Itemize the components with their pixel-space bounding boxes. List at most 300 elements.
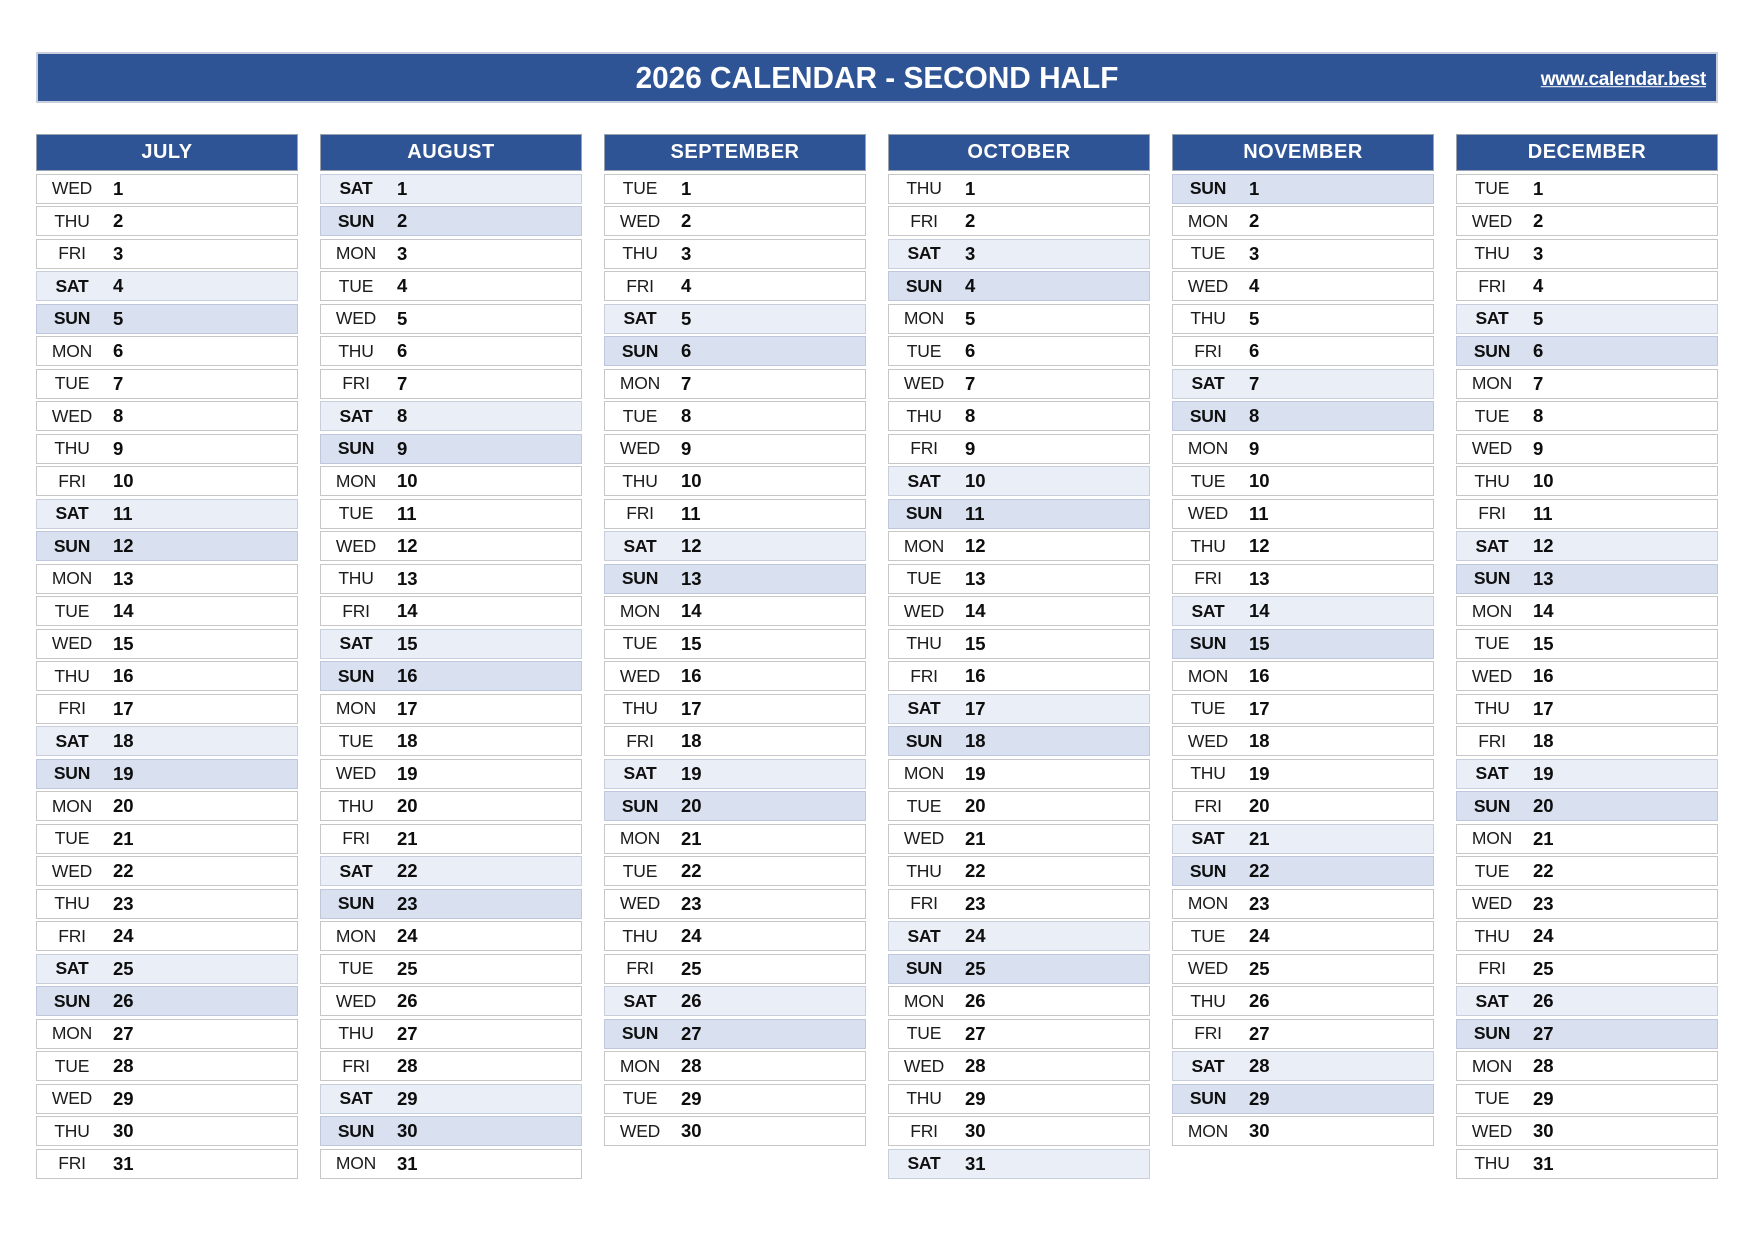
day-number: 5 — [681, 307, 692, 329]
day-row — [320, 986, 582, 1016]
day-weekday-label: TUE — [338, 958, 374, 978]
day-weekday-label: WED — [1471, 1120, 1513, 1141]
day-weekday-label: THU — [1474, 698, 1510, 718]
day-row — [320, 531, 582, 561]
day-row — [320, 369, 582, 399]
day-weekday-label: SUN — [337, 1120, 375, 1141]
day-weekday-label: THU — [1474, 243, 1510, 263]
day-row — [1172, 759, 1434, 789]
day-weekday-label: FRI — [342, 600, 370, 621]
day-row — [1456, 856, 1718, 886]
day-number: 17 — [965, 697, 986, 719]
day-weekday-label: SAT — [339, 633, 373, 653]
day-row — [320, 921, 582, 951]
day-number: 23 — [397, 892, 418, 914]
day-weekday-label: WED — [903, 1055, 945, 1076]
month-column — [888, 134, 1150, 1181]
day-row — [1172, 824, 1434, 854]
day-row — [36, 629, 298, 659]
months-grid — [36, 134, 1718, 1181]
day-weekday-label: TUE — [622, 178, 658, 198]
day-number: 29 — [113, 1087, 134, 1109]
day-weekday-label: SAT — [339, 405, 373, 426]
day-number: 1 — [397, 177, 408, 199]
month-days — [320, 174, 582, 1179]
day-weekday-label: SUN — [337, 665, 375, 686]
day-weekday-label: THU — [906, 1088, 942, 1108]
day-row — [888, 434, 1150, 464]
day-row — [604, 174, 866, 204]
day-number: 27 — [1533, 1022, 1554, 1044]
day-number: 11 — [1533, 502, 1553, 524]
day-weekday-label: SAT — [623, 763, 657, 783]
day-weekday-label: SAT — [907, 243, 941, 263]
month-column — [320, 134, 582, 1181]
day-weekday-label: FRI — [626, 503, 654, 523]
day-weekday-label: FRI — [1194, 568, 1222, 588]
day-row — [36, 1084, 298, 1114]
day-number: 21 — [681, 827, 702, 849]
day-number: 4 — [1249, 275, 1260, 296]
day-row — [888, 824, 1150, 854]
day-number: 16 — [1249, 665, 1270, 686]
day-weekday-label: SUN — [53, 763, 91, 783]
month-column — [36, 134, 298, 1181]
day-number: 25 — [681, 957, 702, 979]
day-weekday-label: FRI — [1478, 503, 1506, 523]
day-row — [36, 921, 298, 951]
day-number: 5 — [965, 307, 976, 329]
day-row — [36, 466, 298, 496]
day-weekday-label: TUE — [54, 828, 90, 848]
day-weekday-label: SUN — [621, 795, 659, 816]
day-weekday-label: FRI — [1478, 730, 1506, 751]
day-number: 15 — [681, 632, 702, 654]
day-number: 6 — [397, 340, 408, 361]
day-row — [36, 369, 298, 399]
day-row — [604, 694, 866, 724]
day-weekday-label: SAT — [907, 925, 941, 946]
day-weekday-label: SAT — [623, 308, 657, 328]
day-row — [888, 954, 1150, 984]
day-row — [604, 239, 866, 269]
day-row — [1456, 954, 1718, 984]
day-number: 21 — [965, 827, 986, 849]
day-row — [888, 239, 1150, 269]
day-weekday-label: MON — [1471, 1055, 1513, 1076]
day-weekday-label: FRI — [626, 275, 654, 296]
day-row — [604, 401, 866, 431]
day-weekday-label: THU — [1474, 925, 1510, 946]
day-row — [604, 856, 866, 886]
day-weekday-label: WED — [51, 1088, 93, 1108]
day-row — [1456, 629, 1718, 659]
day-weekday-label: SAT — [623, 535, 657, 556]
day-weekday-label: MON — [619, 828, 661, 848]
day-number: 26 — [965, 990, 986, 1011]
day-weekday-label: MON — [903, 308, 945, 328]
day-weekday-label: TUE — [338, 730, 374, 751]
day-number: 2 — [397, 210, 408, 231]
day-number: 28 — [113, 1055, 134, 1076]
day-weekday-label: SAT — [55, 275, 89, 296]
day-weekday-label: MON — [1471, 828, 1513, 848]
day-number: 25 — [1533, 957, 1554, 979]
day-weekday-label: SUN — [1189, 178, 1227, 198]
day-number: 31 — [965, 1152, 986, 1174]
day-row — [1456, 336, 1718, 366]
day-number: 17 — [681, 697, 702, 719]
day-number: 15 — [1249, 632, 1270, 654]
day-weekday-label: THU — [338, 1023, 374, 1043]
day-weekday-label: MON — [51, 340, 93, 361]
day-weekday-label: THU — [54, 665, 90, 686]
day-number: 27 — [681, 1022, 702, 1044]
day-number: 8 — [1533, 405, 1544, 426]
day-row — [36, 1019, 298, 1049]
day-weekday-label: WED — [335, 535, 377, 556]
day-row — [1456, 174, 1718, 204]
day-row — [604, 1051, 866, 1081]
day-number: 29 — [965, 1087, 986, 1109]
month-days — [1172, 174, 1434, 1147]
day-weekday-label: TUE — [338, 275, 374, 296]
day-weekday-label: SAT — [907, 470, 941, 491]
day-row — [604, 986, 866, 1016]
day-row — [320, 401, 582, 431]
day-row — [320, 239, 582, 269]
day-weekday-label: FRI — [342, 1055, 370, 1076]
day-number: 20 — [681, 795, 702, 816]
day-weekday-label: SAT — [1191, 828, 1225, 848]
day-number: 9 — [1533, 437, 1544, 459]
day-number: 14 — [965, 600, 986, 621]
day-number: 2 — [113, 210, 124, 231]
day-number: 18 — [397, 730, 418, 751]
day-row — [320, 726, 582, 756]
day-row — [604, 499, 866, 529]
day-number: 7 — [681, 372, 692, 394]
day-row — [1172, 1019, 1434, 1049]
month-column — [1172, 134, 1434, 1181]
day-weekday-label: SUN — [1189, 1088, 1227, 1108]
day-weekday-label: SUN — [1189, 860, 1227, 881]
day-row — [888, 889, 1150, 919]
day-row — [1456, 824, 1718, 854]
day-weekday-label: THU — [622, 243, 658, 263]
day-weekday-label: FRI — [58, 698, 86, 718]
day-row — [1456, 1019, 1718, 1049]
day-weekday-label: FRI — [626, 730, 654, 751]
day-number: 5 — [1249, 307, 1260, 329]
month-header: OCTOBER — [888, 134, 1150, 171]
day-row — [888, 336, 1150, 366]
month-days — [1456, 174, 1718, 1179]
day-number: 8 — [681, 405, 692, 426]
day-number: 15 — [113, 632, 134, 654]
day-weekday-label: TUE — [622, 633, 658, 653]
day-row — [888, 856, 1150, 886]
day-number: 17 — [1533, 697, 1554, 719]
day-row — [604, 824, 866, 854]
day-weekday-label: TUE — [1474, 1088, 1510, 1108]
day-weekday-label: MON — [903, 535, 945, 556]
day-number: 4 — [681, 275, 692, 296]
day-row — [1172, 434, 1434, 464]
day-weekday-label: SAT — [1475, 990, 1509, 1011]
day-number: 22 — [113, 860, 134, 881]
day-weekday-label: TUE — [1474, 860, 1510, 881]
day-number: 14 — [113, 600, 134, 621]
day-weekday-label: WED — [1471, 438, 1513, 458]
day-row — [36, 1149, 298, 1179]
day-weekday-label: SUN — [1473, 795, 1511, 816]
day-weekday-label: THU — [54, 893, 90, 913]
day-weekday-label: TUE — [622, 860, 658, 881]
day-row — [320, 791, 582, 821]
day-number: 30 — [397, 1120, 418, 1141]
day-number: 11 — [113, 502, 133, 524]
site-link[interactable]: www.calendar.best — [1540, 68, 1706, 90]
day-weekday-label: TUE — [1474, 178, 1510, 198]
day-row — [604, 1116, 866, 1146]
day-row — [320, 304, 582, 334]
day-row — [320, 434, 582, 464]
day-row — [36, 1116, 298, 1146]
day-row — [320, 271, 582, 301]
day-weekday-label: THU — [622, 698, 658, 718]
day-row — [604, 759, 866, 789]
day-row — [888, 921, 1150, 951]
day-weekday-label: SUN — [53, 308, 91, 328]
day-number: 7 — [965, 372, 976, 394]
day-weekday-label: MON — [335, 1153, 377, 1173]
day-weekday-label: SUN — [1189, 405, 1227, 426]
day-row — [320, 499, 582, 529]
day-number: 15 — [397, 632, 418, 654]
day-row — [36, 174, 298, 204]
day-number: 19 — [965, 762, 986, 784]
day-number: 30 — [1533, 1120, 1554, 1141]
day-number: 29 — [681, 1087, 702, 1109]
day-row — [1172, 629, 1434, 659]
day-row — [1456, 726, 1718, 756]
day-weekday-label: WED — [619, 665, 661, 686]
day-row — [1172, 564, 1434, 594]
day-number: 5 — [397, 307, 408, 329]
day-weekday-label: SAT — [907, 1153, 941, 1173]
day-weekday-label: WED — [903, 600, 945, 621]
day-row — [1456, 369, 1718, 399]
day-number: 9 — [1249, 437, 1260, 459]
day-row — [604, 889, 866, 919]
day-row — [1172, 661, 1434, 691]
day-weekday-label: THU — [1190, 308, 1226, 328]
day-row — [1456, 1084, 1718, 1114]
day-number: 6 — [1533, 340, 1544, 361]
day-row — [1172, 889, 1434, 919]
day-number: 11 — [1249, 502, 1269, 524]
day-number: 3 — [965, 242, 976, 264]
day-row — [604, 304, 866, 334]
day-row — [888, 986, 1150, 1016]
day-row — [36, 499, 298, 529]
month-header: JULY — [36, 134, 298, 171]
day-weekday-label: FRI — [58, 470, 86, 491]
day-number: 9 — [113, 437, 124, 459]
day-weekday-label: SAT — [1191, 600, 1225, 621]
title-bar — [36, 52, 1718, 103]
day-weekday-label: SUN — [1473, 568, 1511, 588]
day-number: 20 — [113, 795, 134, 816]
day-number: 19 — [1249, 762, 1270, 784]
month-header: AUGUST — [320, 134, 582, 171]
day-weekday-label: MON — [335, 698, 377, 718]
day-number: 24 — [681, 925, 702, 946]
day-weekday-label: WED — [335, 763, 377, 783]
day-number: 24 — [965, 925, 986, 946]
day-weekday-label: THU — [622, 470, 658, 491]
day-number: 2 — [965, 210, 976, 231]
day-weekday-label: SUN — [337, 893, 375, 913]
day-weekday-label: WED — [619, 893, 661, 913]
day-weekday-label: MON — [51, 568, 93, 588]
day-number: 9 — [397, 437, 408, 459]
day-weekday-label: WED — [51, 633, 93, 653]
day-number: 10 — [397, 470, 418, 491]
day-weekday-label: TUE — [622, 405, 658, 426]
day-number: 14 — [1249, 600, 1270, 621]
day-number: 13 — [1533, 567, 1554, 589]
day-row — [604, 726, 866, 756]
day-row — [1172, 304, 1434, 334]
day-weekday-label: MON — [335, 925, 377, 946]
day-weekday-label: MON — [51, 795, 93, 816]
day-number: 11 — [681, 502, 701, 524]
day-number: 4 — [113, 275, 124, 296]
day-number: 23 — [1249, 892, 1270, 914]
day-row — [888, 1084, 1150, 1114]
day-row — [1172, 954, 1434, 984]
day-row — [1456, 661, 1718, 691]
day-row — [1172, 271, 1434, 301]
day-row — [604, 1019, 866, 1049]
day-row — [36, 401, 298, 431]
day-weekday-label: TUE — [1190, 243, 1226, 263]
day-row — [604, 791, 866, 821]
day-row — [36, 986, 298, 1016]
day-row — [1172, 499, 1434, 529]
day-number: 10 — [681, 470, 702, 491]
day-row — [888, 661, 1150, 691]
day-row — [1172, 694, 1434, 724]
day-row — [1456, 1149, 1718, 1179]
day-row — [36, 889, 298, 919]
day-row — [1172, 791, 1434, 821]
day-row — [888, 304, 1150, 334]
day-row — [1456, 239, 1718, 269]
day-weekday-label: WED — [51, 405, 93, 426]
day-row — [1172, 336, 1434, 366]
day-weekday-label: SAT — [339, 1088, 373, 1108]
day-number: 16 — [965, 665, 986, 686]
day-row — [1456, 531, 1718, 561]
day-weekday-label: TUE — [906, 795, 942, 816]
day-number: 21 — [1249, 827, 1270, 849]
day-row — [1456, 694, 1718, 724]
day-weekday-label: FRI — [910, 210, 938, 231]
day-weekday-label: THU — [1190, 535, 1226, 556]
day-number: 26 — [1249, 990, 1270, 1011]
day-weekday-label: MON — [1471, 600, 1513, 621]
day-number: 21 — [113, 827, 134, 849]
day-weekday-label: SAT — [1191, 373, 1225, 393]
day-weekday-label: MON — [1187, 438, 1229, 458]
day-number: 15 — [1533, 632, 1554, 654]
day-row — [1172, 986, 1434, 1016]
day-weekday-label: WED — [903, 373, 945, 393]
day-weekday-label: THU — [338, 568, 374, 588]
day-weekday-label: WED — [619, 210, 661, 231]
day-weekday-label: MON — [51, 1023, 93, 1043]
day-row — [320, 889, 582, 919]
day-weekday-label: WED — [1471, 893, 1513, 913]
day-row — [1456, 466, 1718, 496]
day-weekday-label: TUE — [1474, 633, 1510, 653]
day-row — [888, 369, 1150, 399]
day-row — [604, 466, 866, 496]
day-number: 26 — [397, 990, 418, 1011]
day-row — [36, 791, 298, 821]
day-row — [36, 239, 298, 269]
day-row — [320, 1149, 582, 1179]
day-weekday-label: WED — [1187, 503, 1229, 523]
day-number: 8 — [113, 405, 124, 426]
day-row — [36, 759, 298, 789]
day-weekday-label: SAT — [55, 503, 89, 523]
day-number: 16 — [1533, 665, 1554, 686]
day-weekday-label: THU — [1190, 763, 1226, 783]
day-weekday-label: SUN — [905, 275, 943, 296]
day-row — [888, 1149, 1150, 1179]
day-number: 14 — [681, 600, 702, 621]
day-number: 30 — [1249, 1120, 1270, 1141]
day-row — [36, 531, 298, 561]
day-number: 22 — [965, 860, 986, 881]
day-row — [1456, 1116, 1718, 1146]
day-row — [1456, 564, 1718, 594]
day-number: 1 — [1249, 177, 1260, 199]
day-number: 26 — [681, 990, 702, 1011]
day-weekday-label: WED — [1187, 730, 1229, 751]
day-number: 19 — [397, 762, 418, 784]
day-weekday-label: TUE — [1190, 925, 1226, 946]
day-number: 27 — [113, 1022, 134, 1044]
day-number: 28 — [681, 1055, 702, 1076]
day-weekday-label: THU — [622, 925, 658, 946]
day-row — [888, 466, 1150, 496]
day-row — [320, 336, 582, 366]
day-number: 28 — [965, 1055, 986, 1076]
day-weekday-label: TUE — [906, 340, 942, 361]
day-number: 19 — [1533, 762, 1554, 784]
day-number: 29 — [1249, 1087, 1270, 1109]
month-column — [1456, 134, 1718, 1181]
month-days — [36, 174, 298, 1179]
day-weekday-label: SUN — [1189, 633, 1227, 653]
day-weekday-label: FRI — [626, 958, 654, 978]
day-row — [1172, 1084, 1434, 1114]
